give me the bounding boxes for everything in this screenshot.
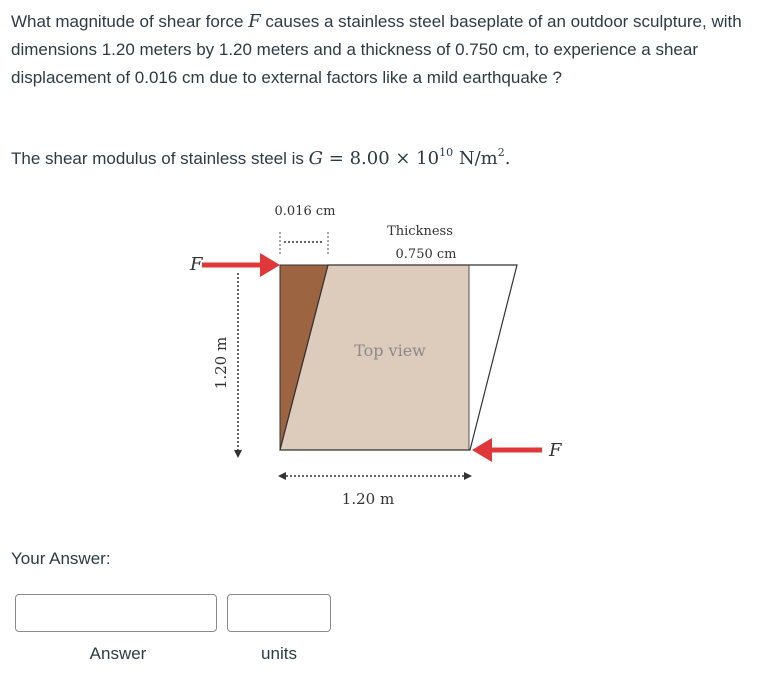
units-input[interactable] xyxy=(227,594,331,632)
thickness-label: Thickness xyxy=(387,224,453,239)
shear-diagram-svg xyxy=(160,195,580,515)
force-symbol: F xyxy=(248,11,261,32)
top-view-label: Top view xyxy=(354,341,426,360)
modulus-symbol: G xyxy=(308,148,324,169)
left-force-arrowhead xyxy=(260,253,280,277)
width-label: 1.20 m xyxy=(341,490,395,508)
width-dimension-arrowhead-right xyxy=(464,472,472,480)
left-force-label: F xyxy=(190,254,203,275)
thickness-value: 0.750 cm xyxy=(395,247,457,262)
height-label: 1.20 m xyxy=(212,336,230,390)
right-force-label: F xyxy=(549,440,562,461)
shear-modulus-statement: The shear modulus of stainless steel is $G = 8.00 \times 10^{10}$ $N/m^2$. xyxy=(11,146,511,169)
width-dimension-arrowhead-left xyxy=(278,472,286,480)
height-dimension-arrowhead xyxy=(234,450,242,458)
answer-label: Answer xyxy=(89,644,147,663)
units-label: units xyxy=(261,644,297,663)
your-answer-heading: Your Answer: xyxy=(11,549,111,568)
displacement-label: 0.016 cm xyxy=(274,204,336,219)
answer-input[interactable] xyxy=(15,594,217,632)
shear-diagram xyxy=(160,195,580,515)
question-text: What magnitude of shear force F causes a stainless steel baseplate of an outdoor sculpture, with dimensions 1.20 meters by 1.20 meters and a thickness of 0.750 cm, to experience a shear displacement of 0.016 cm due to external factors like a mild earthquake ? xyxy=(11,11,742,87)
right-force-arrowhead xyxy=(472,438,492,462)
